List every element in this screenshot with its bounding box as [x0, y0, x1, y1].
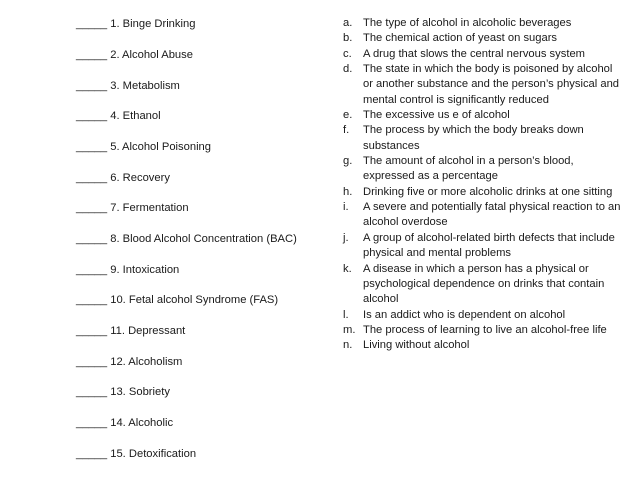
answer-blank[interactable]: _____ — [76, 448, 108, 460]
definition-letter: g. — [343, 155, 353, 168]
definition-item — [343, 154, 623, 185]
definition-letter: j. — [343, 231, 349, 244]
answer-blank[interactable]: _____ — [76, 294, 108, 306]
definition-text: The excessive us e of alcohol — [363, 109, 510, 122]
definition-text: Living without alcohol — [363, 339, 470, 352]
definition-letter: i. — [343, 201, 349, 214]
answer-blank[interactable]: _____ — [76, 356, 108, 368]
answer-blank[interactable]: _____ — [76, 18, 108, 30]
term-item — [76, 385, 170, 399]
term-label: 7. Fermentation — [110, 202, 189, 214]
term-item — [76, 355, 182, 369]
definition-item — [343, 338, 623, 353]
definition-item — [343, 262, 623, 308]
answer-blank[interactable]: _____ — [76, 202, 108, 214]
definition-letter: e. — [343, 109, 353, 122]
definition-item — [343, 185, 623, 200]
term-label: 14. Alcoholic — [110, 417, 174, 429]
definition-item — [343, 47, 623, 62]
term-item — [76, 171, 170, 185]
term-item — [76, 17, 195, 31]
definition-letter: m. — [343, 323, 356, 336]
term-label: 8. Blood Alcohol Concentration (BAC) — [110, 233, 297, 245]
term-item — [76, 140, 211, 154]
definition-letter: f. — [343, 124, 350, 137]
definition-text: A disease in which a person has a physical or psychological dependence on drinks that contain alcohol — [363, 262, 605, 306]
definitions-column — [343, 16, 623, 354]
term-label: 6. Recovery — [110, 172, 170, 184]
definition-item — [343, 123, 623, 154]
term-label: 11. Depressant — [110, 325, 186, 337]
term-label: 9. Intoxication — [110, 264, 180, 276]
definition-text: A drug that slows the central nervous system — [363, 47, 585, 60]
term-item — [76, 201, 189, 215]
definition-text: The state in which the body is poisoned by alcohol or another substance and the person’s physical and mental control is significantly reduced — [363, 63, 620, 106]
definition-text: The process by which the body breaks down substances — [363, 124, 584, 152]
definition-item — [343, 16, 623, 31]
answer-blank[interactable]: _____ — [76, 172, 108, 184]
term-item — [76, 232, 297, 246]
definition-text: A group of alcohol-related birth defects that include physical and mental problems — [363, 231, 615, 260]
definition-letter: k. — [343, 262, 352, 275]
term-item — [76, 416, 173, 430]
term-item — [76, 263, 179, 277]
answer-blank[interactable]: _____ — [76, 49, 108, 61]
term-item — [76, 293, 278, 307]
definition-text: Drinking five or more alcoholic drinks at one sitting — [363, 185, 613, 198]
definition-letter: h. — [343, 185, 353, 198]
term-label: 13. Sobriety — [110, 386, 170, 398]
term-label: 2. Alcohol Abuse — [110, 49, 193, 61]
term-item — [76, 109, 161, 123]
definition-text: Is an addict who is dependent on alcohol — [363, 308, 566, 321]
term-label: 10. Fetal alcohol Syndrome (FAS) — [110, 294, 279, 306]
answer-blank[interactable]: _____ — [76, 417, 108, 429]
definition-item — [343, 31, 623, 46]
term-label: 5. Alcohol Poisoning — [110, 141, 211, 153]
term-label: 1. Binge Drinking — [110, 18, 196, 30]
definition-item — [343, 308, 623, 323]
definition-item — [343, 323, 623, 338]
definition-text: The chemical action of yeast on sugars — [363, 32, 558, 45]
definition-letter: b. — [343, 32, 353, 45]
definition-letter: d. — [343, 63, 353, 76]
definition-text: The type of alcohol in alcoholic beverages — [363, 17, 572, 29]
answer-blank[interactable]: _____ — [76, 386, 108, 398]
term-item — [76, 48, 193, 62]
term-label: 3. Metabolism — [110, 80, 180, 92]
term-item — [76, 324, 185, 338]
answer-blank[interactable]: _____ — [76, 233, 108, 245]
term-label: 15. Detoxification — [110, 448, 197, 460]
answer-blank[interactable]: _____ — [76, 110, 108, 122]
definition-item — [343, 108, 623, 123]
term-label: 4. Ethanol — [110, 110, 161, 122]
definition-letter: n. — [343, 339, 353, 352]
definition-item — [343, 231, 623, 262]
definition-text: A severe and potentially fatal physical reaction to an alcohol overdose — [363, 201, 621, 229]
definition-letter: c. — [343, 47, 352, 60]
definition-text: The process of learning to live an alcohol-free life — [363, 323, 607, 336]
answer-blank[interactable]: _____ — [76, 264, 108, 276]
term-item — [76, 79, 180, 93]
definition-text: The amount of alcohol in a person’s blood, expressed as a percentage — [363, 155, 574, 183]
definition-item — [343, 200, 623, 231]
answer-blank[interactable]: _____ — [76, 141, 108, 153]
term-label: 12. Alcoholism — [110, 356, 183, 368]
answer-blank[interactable]: _____ — [76, 80, 108, 92]
definition-letter: a. — [343, 17, 353, 29]
term-item — [76, 447, 196, 461]
definition-letter: l. — [343, 308, 349, 321]
answer-blank[interactable]: _____ — [76, 325, 108, 337]
definition-item — [343, 62, 623, 108]
